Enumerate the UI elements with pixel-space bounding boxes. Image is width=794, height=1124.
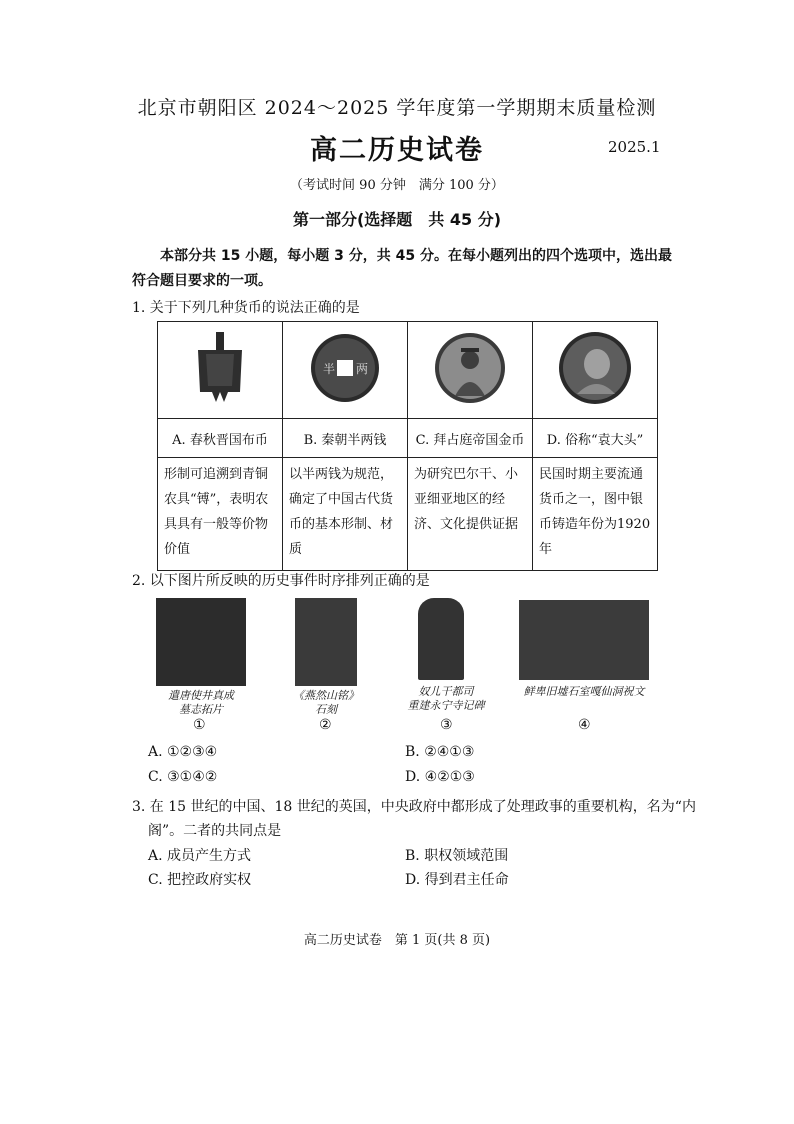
spade-coin-icon	[190, 330, 250, 406]
rubbing-image-1	[156, 598, 246, 686]
rubbing-image-2	[295, 598, 357, 686]
q3-option-b: B. 职权领域范围	[405, 848, 509, 864]
image-caption-1-line1: 遣唐使井真成	[168, 689, 234, 702]
image-number-2: ②	[319, 717, 332, 733]
q2-option-b: B. ②④①③	[405, 744, 475, 760]
image-caption-4-line1: 鲜卑旧墟石室嘎仙洞祝文	[523, 685, 645, 698]
image-caption-4	[504, 685, 664, 699]
coin-desc-d: 民国时期主要流通货币之一，图中银币铸造年份为1920年	[533, 458, 658, 571]
question-2-stem: 2. 以下图片所反映的历史事件时序排列正确的是	[132, 573, 430, 589]
image-caption-2	[276, 689, 376, 717]
stele-image-3	[418, 598, 464, 680]
yuan-datou-coin-icon	[557, 330, 633, 406]
exam-date: 2025.1	[608, 138, 661, 156]
page-footer: 高二历史试卷 第 1 页(共 8 页)	[303, 933, 491, 948]
coin-image-cell-c	[408, 322, 533, 419]
image-number-1: ①	[193, 717, 206, 733]
coin-desc-b: 以半两钱为规范，确定了中国古代货币的基本形制、材质	[283, 458, 408, 571]
coin-table	[157, 321, 658, 571]
image-number-4: ④	[578, 717, 591, 733]
image-caption-2-line1: 《燕然山铭》	[293, 689, 359, 702]
svg-text:半: 半	[323, 362, 336, 376]
section-instructions: 本部分共 15 小题，每小题 3 分，共 45 分。在每小题列出的四个选项中，选出最符合题目要求的一项。	[132, 248, 672, 289]
coin-image-cell-d	[533, 322, 658, 419]
q2-option-d: D. ④②①③	[405, 769, 475, 785]
q3-option-a: A. 成员产生方式	[148, 848, 252, 864]
image-number-3: ③	[440, 717, 453, 733]
coin-option-d: D. 俗称“袁大头”	[533, 419, 658, 458]
q3-option-d: D. 得到君主任命	[405, 872, 509, 888]
inscription-image-4	[519, 600, 649, 680]
byzantine-coin-icon	[433, 330, 507, 406]
image-caption-3-line2: 重建永宁寺记碑	[407, 699, 485, 712]
coin-option-b: B. 秦朝半两钱	[283, 419, 408, 458]
coin-option-a: A. 春秋晋国布币	[158, 419, 283, 458]
coin-desc-c: 为研究巴尔干、小亚细亚地区的经济、文化提供证据	[408, 458, 533, 571]
image-caption-1	[151, 689, 251, 717]
image-caption-1-line2: 墓志拓片	[179, 703, 223, 716]
coin-image-cell-a	[158, 322, 283, 419]
q3-option-c: C. 把控政府实权	[148, 872, 252, 888]
coin-image-cell-b	[283, 322, 408, 419]
exam-header-line: 北京市朝阳区 2024～2025 学年度第一学期期末质量检测	[137, 97, 657, 119]
q2-option-a: A. ①②③④	[148, 744, 218, 760]
page-title: 高二历史试卷	[310, 135, 484, 166]
question-1-stem: 1. 关于下列几种货币的说法正确的是	[132, 300, 360, 316]
svg-text:两: 两	[356, 362, 369, 376]
banliang-coin-icon	[308, 331, 382, 405]
question-3-stem-line2: 阁”。二者的共同点是	[148, 823, 282, 839]
coin-option-c: C. 拜占庭帝国金币	[408, 419, 533, 458]
image-caption-3-line1: 奴儿干都司	[418, 685, 474, 698]
image-caption-2-line2: 石刻	[315, 703, 337, 716]
image-caption-3	[391, 685, 501, 713]
question-3-stem-line1: 3. 在 15 世纪的中国、18 世纪的英国，中央政府中都形成了处理政事的重要机构，名为“内	[132, 799, 696, 815]
section-title: 第一部分(选择题 共 45 分)	[292, 210, 502, 229]
q2-option-c: C. ③①④②	[148, 769, 218, 785]
exam-info: （考试时间 90 分钟 满分 100 分）	[290, 178, 504, 193]
coin-desc-a: 形制可追溯到青铜农具“镈”，表明农具具有一般等价物价值	[158, 458, 283, 571]
